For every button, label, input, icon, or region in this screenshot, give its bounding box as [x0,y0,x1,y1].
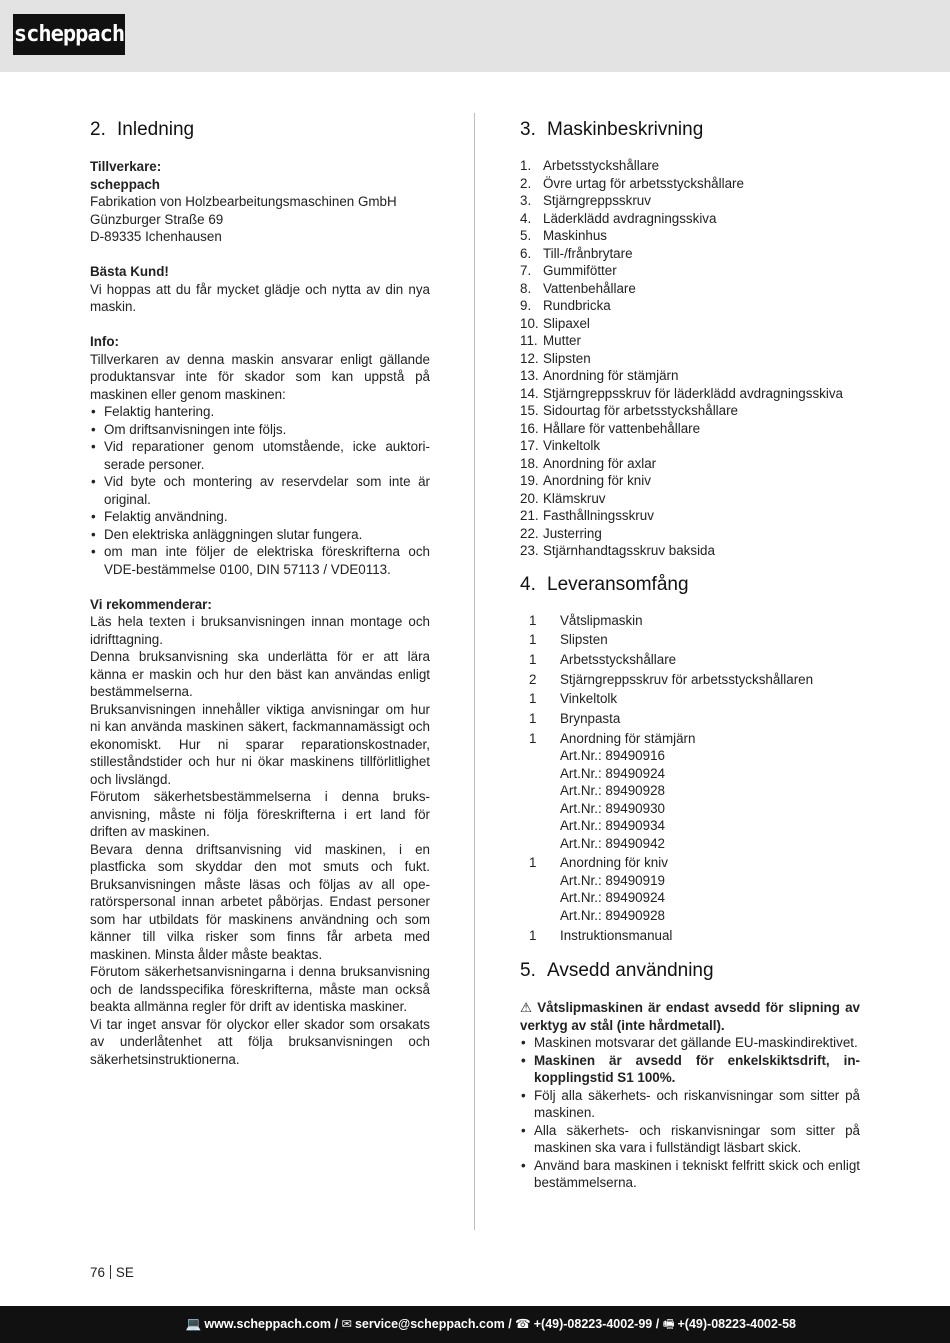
section-heading-intended-use: 5. Avsedd användning [520,960,714,981]
list-item: 20. Klämskruv [520,490,606,506]
list-item: 1 Brynpasta [529,710,621,726]
intended-use-warning: ⚠ Våtslipmaskinen är endast avsedd för slipning av verktyg av stål (inte hårdmetall). [520,1000,860,1033]
manufacturer-label: Tillverkare: [90,159,162,174]
list-item: 12. Slipsten [520,350,591,366]
list-item: 1 Arbetsstyckshållare [529,651,677,667]
paragraph: Bevara denna driftsanvisning vid maskinen, i en plastficka som skyddar den mot smuts och fukt. Bruksanvisningen måste läsas och följas av all operatörspersonal innan arbetet påbörjas. Endast personer som har utbildats för maskinens användning och som känner till vilka risker som finns får arbeta med maskinen. Minsta ålder måste beaktas. [90,841,430,962]
list-item: 3. Stjärngreppsskruv [520,193,651,208]
list-item: 4. Läderklädd avdragningsskiva [520,210,717,226]
scheppach-logo: scheppach [13,14,125,55]
info-block [90,333,430,578]
left-column [90,118,430,1068]
list-item: 16. Hållare för vattenbehållare [520,420,701,436]
intended-use-list [520,1034,860,1192]
info-title: Info: [90,334,119,349]
list-item: • Använd bara maskinen i tekniskt felfritt skick och enligt bestämmelserna. [520,1157,860,1192]
list-item: 10. Slipaxel [520,315,590,331]
email-link[interactable]: service@scheppach.com [354,1317,505,1331]
list-item: 1 Anordning för kniv Art.Nr.: 89490919 Art.Nr.: 89490924 Art.Nr.: 89490928 [520,854,860,924]
paragraph: Vi tar inget ansvar för olyckor eller skador som orsakats av underlåtenhet att följa bruksanvisningen och säkerhetsinstruktionerna. [90,1016,430,1067]
info-bullet-list [90,403,430,578]
list-item: • Vid reparationer genom utomstående, icke auktoriserade personer. [90,438,430,473]
list-item: • Maskinen motsvarar det gällande EU-maskindirektivet. [520,1034,860,1052]
list-item: • Följ alla säkerhets- och riskanvisningar som sitter på maskinen. [520,1087,860,1122]
info-text: Tillverkaren av denna maskin ansvarar enligt gällande produktansvar inte för skador som kan uppstå på maskinen eller genom maskinen: [90,351,430,402]
list-item: 17. Vinkeltolk [520,438,601,453]
art-number: Art.Nr.: 89490928 [560,783,665,799]
page-header [0,0,950,72]
fax-number: +(49)-08223-4002-58 [677,1317,796,1331]
art-number: Art.Nr.: 89490934 [560,818,665,834]
list-item: 1 Instruktionsmanual [529,927,673,943]
mail-icon: ✉ [341,1317,352,1331]
list-item: 21. Fasthållningsskruv [520,508,654,523]
paragraph: Bruksanvisningen innehåller viktiga anvisningar om hur ni kan använda maskinen säkert, fackmannamässigt och ekonomiskt. Hur ni sparar reparationskostnader, stilleståndstider och hur ni ökar maskinens tillförlitlighet och livslängd. [90,701,430,787]
fax-icon: 🖷 [662,1317,675,1331]
art-number: Art.Nr.: 89490928 [560,907,665,923]
contact-bar: 💻 www.scheppach.com / ✉ service@scheppach.com / ☎ +(49)-08223-4002-99 / 🖷 +(49)-08223-4002-58 [0,1306,950,1343]
phone-icon: ☎ [515,1317,531,1331]
list-item: • Om driftsanvisningen inte följs. [90,421,430,439]
list-item: 1 Slipsten [529,632,608,648]
machine-parts-list [520,157,860,560]
list-item: 18. Anordning för axlar [520,455,657,471]
art-number: Art.Nr.: 89490930 [560,800,665,816]
list-item: 1. Arbetsstyckshållare [520,158,660,173]
list-item: 8. Vattenbehållare [520,280,636,296]
manufacturer-name: scheppach [90,176,160,192]
list-item: • Felaktig hantering. [90,403,430,421]
paragraph: Förutom säkerhetsanvisningarna i denna bruksanvisning och de landsspecifika föreskrifterna, måste man också beakta allmänna regler för drift av identiska maskiner. [90,964,430,1014]
art-number: Art.Nr.: 89490916 [560,748,665,764]
recommend-block [90,596,430,1069]
list-item: 9. Rundbricka [520,298,611,313]
list-item: 15. Sidourtag för arbetsstyckshållare [520,403,739,418]
list-item: 1 Vinkeltolk [529,691,618,707]
manufacturer-line: D-89335 Ichenhausen [90,229,222,244]
list-item: 22. Justerring [520,525,602,541]
manufacturer-block [90,158,430,246]
art-number: Art.Nr.: 89490919 [560,872,665,888]
greeting-title: Bästa Kund! [90,264,169,279]
right-column [520,118,860,1192]
list-item: 23. Stjärnhandtagsskruv baksida [520,543,715,558]
list-item: • Vid byte och montering av reservdelar som inte är original. [90,473,430,508]
warning-icon: ⚠ [520,1000,533,1015]
list-item: 1 Anordning för stämjärn Art.Nr.: 89490916 Art.Nr.: 89490924 Art.Nr.: 89490928 Art.Nr.: 89490930 Art.Nr.: 89490934 Art.Nr.: 89490942 [520,730,860,853]
list-item: • Maskinen är avsedd för enkelskiktsdrift, inkopplingstid S1 100%. [520,1052,860,1087]
manufacturer-line: Günzburger Straße 69 [90,211,224,227]
art-number: Art.Nr.: 89490924 [560,765,665,781]
recommend-title: Vi rekommenderar: [90,596,212,612]
list-item: • om man inte följer de elektriska föreskrifterna och VDE-bestämmelse 0100, DIN 57113 / VDE0113. [90,543,430,578]
art-number: Art.Nr.: 89490924 [560,890,665,906]
greeting-block [90,263,430,316]
page-number: 76 SE [90,1265,134,1280]
greeting-text: Vi hoppas att du får mycket glädje och nytta av din nya maskin. [90,281,430,314]
website-link[interactable]: www.scheppach.com [204,1317,331,1331]
manufacturer-line: Fabrikation von Holzbearbeitungsmaschinen GmbH [90,194,397,209]
list-item: 13. Anordning för stämjärn [520,368,679,383]
paragraph: Läs hela texten i bruksanvisningen innan montage och idrifttagning. [90,614,430,647]
paragraph: Denna bruksanvisning ska underlätta för er att lära känna er maskin och hur den bäst kan användas enligt bestämmelserna. [90,649,430,699]
list-item: 6. Till-/frånbrytare [520,245,633,261]
delivery-list [520,612,860,945]
list-item: 1 Våtslipmaskin [529,612,643,628]
list-item: 14. Stjärngreppsskruv för läderklädd avdragningsskiva [520,385,843,401]
list-item: • Alla säkerhets- och riskanvisningar som sitter på maskinen ska vara i fullständigt läsbart skick. [520,1122,860,1157]
section-heading-machine-description: 3. Maskinbeskrivning [520,119,704,140]
paragraph: Förutom säkerhetsbestämmelserna i denna bruksanvisning, måste ni följa föreskrifterna i ert land för driften av maskinen. [90,789,430,839]
list-item: • Den elektriska anläggningen slutar fungera. [90,526,430,544]
phone-number: +(49)-08223-4002-99 [533,1317,653,1331]
section-heading-introduction: 2. Inledning [90,119,195,140]
list-item: 2. Övre urtag för arbetsstyckshållare [520,175,744,191]
list-item: 5. Maskinhus [520,228,608,243]
art-number: Art.Nr.: 89490942 [560,835,665,851]
list-item: • Felaktig användning. [90,508,430,526]
list-item: 2 Stjärngreppsskruv för arbetsstyckshållaren [529,671,814,687]
list-item: 19. Anordning för kniv [520,473,651,488]
list-item: 11. Mutter [520,333,581,348]
list-item: 7. Gummifötter [520,263,617,278]
section-heading-scope-of-delivery: 4. Leveransomfång [520,573,689,595]
column-divider [474,113,475,1230]
computer-icon: 💻 [185,1317,202,1331]
